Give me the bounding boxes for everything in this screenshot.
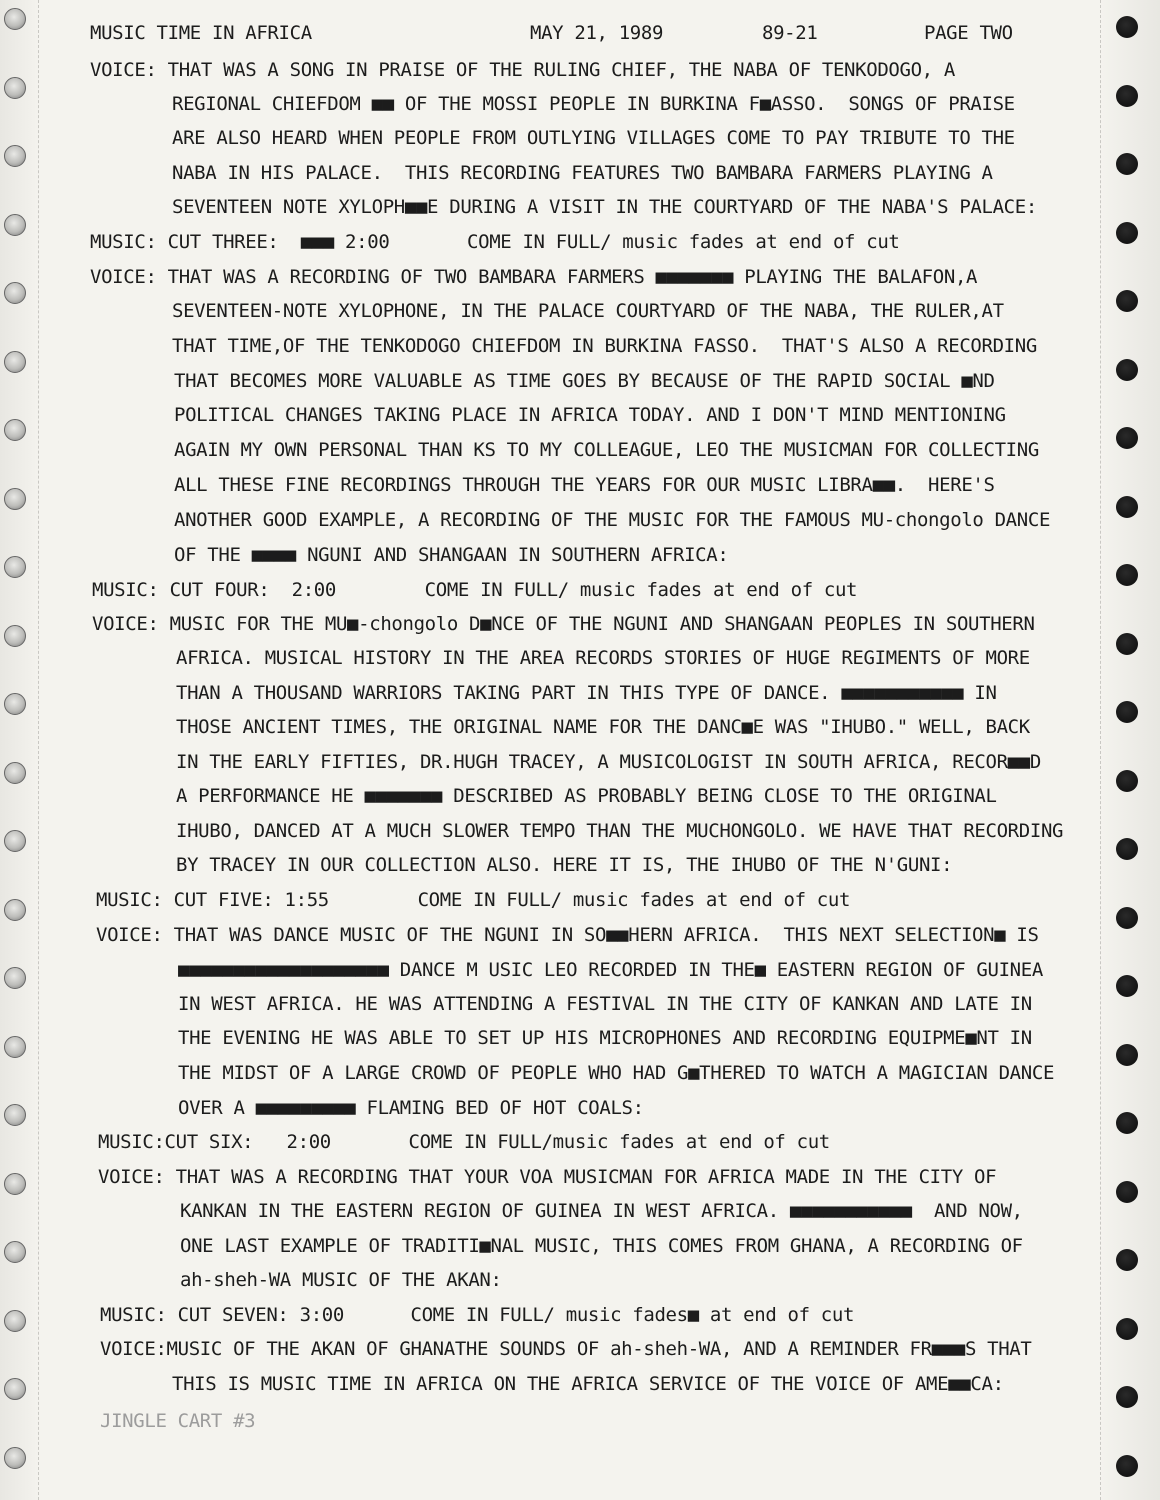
right-feed-hole	[1116, 1386, 1138, 1408]
right-feed-hole	[1116, 359, 1138, 381]
right-feed-hole	[1116, 290, 1138, 312]
script-line: OVER A ■■■■■■■■■ FLAMING BED OF HOT COALS:	[178, 1097, 644, 1119]
left-feed-hole	[4, 967, 26, 989]
script-line: THAT TIME,OF THE TENKODOGO CHIEFDOM IN BURKINA FASSO. THAT'S ALSO A RECORDING	[172, 335, 1037, 357]
script-line: POLITICAL CHANGES TAKING PLACE IN AFRICA TODAY. AND I DON'T MIND MENTIONING	[174, 404, 1006, 426]
left-feed-hole	[4, 8, 26, 30]
page-number: PAGE TWO	[924, 22, 1013, 44]
script-line: THAN A THOUSAND WARRIORS TAKING PART IN THIS TYPE OF DANCE. ■■■■■■■■■■■ IN	[176, 682, 997, 704]
script-line: SEVENTEEN-NOTE XYLOPHONE, IN THE PALACE COURTYARD OF THE NABA, THE RULER,AT	[172, 300, 1004, 322]
script-line: MUSIC:CUT SIX: 2:00 COME IN FULL/music fades at end of cut	[98, 1131, 830, 1153]
script-line: JINGLE CART #3	[100, 1410, 256, 1432]
script-line: THE MIDST OF A LARGE CROWD OF PEOPLE WHO HAD G■THERED TO WATCH A MAGICIAN DANCE	[178, 1062, 1055, 1084]
program-title: MUSIC TIME IN AFRICA	[90, 22, 312, 44]
script-line: OF THE ■■■■ NGUNI AND SHANGAAN IN SOUTHERN AFRICA:	[174, 544, 729, 566]
script-line: MUSIC: CUT FOUR: 2:00 COME IN FULL/ music fades at end of cut	[92, 579, 858, 601]
right-feed-hole	[1116, 16, 1138, 38]
script-line: VOICE: THAT WAS A RECORDING OF TWO BAMBARA FARMERS ■■■■■■■ PLAYING THE BALAFON,A	[90, 266, 978, 288]
left-feed-hole	[4, 1378, 26, 1400]
left-feed-hole	[4, 1036, 26, 1058]
right-feed-hole	[1116, 838, 1138, 860]
script-line: MUSIC: CUT SEVEN: 3:00 COME IN FULL/ music fades■ at end of cut	[100, 1304, 855, 1326]
right-feed-hole	[1116, 1318, 1138, 1340]
script-line: ANOTHER GOOD EXAMPLE, A RECORDING OF THE MUSIC FOR THE FAMOUS MU-chongolo DANCE	[174, 509, 1051, 531]
script-line: VOICE: MUSIC FOR THE MU■-chongolo D■NCE OF THE NGUNI AND SHANGAAN PEOPLES IN SOUTHERN	[92, 613, 1035, 635]
left-feed-hole	[4, 1173, 26, 1195]
right-feed-hole	[1116, 1455, 1138, 1477]
script-line: AFRICA. MUSICAL HISTORY IN THE AREA RECORDS STORIES OF HUGE REGIMENTS OF MORE	[176, 647, 1030, 669]
script-line: SEVENTEEN NOTE XYLOPH■■E DURING A VISIT IN THE COURTYARD OF THE NABA'S PALACE:	[172, 196, 1037, 218]
right-feed-hole	[1116, 633, 1138, 655]
left-feed-hole	[4, 1104, 26, 1126]
script-line: IN WEST AFRICA. HE WAS ATTENDING A FESTIVAL IN THE CITY OF KANKAN AND LATE IN	[178, 993, 1032, 1015]
right-feed-hole	[1116, 907, 1138, 929]
right-feed-hole	[1116, 1181, 1138, 1203]
script-line: IHUBO, DANCED AT A MUCH SLOWER TEMPO THAN THE MUCHONGOLO. WE HAVE THAT RECORDING	[176, 820, 1064, 842]
script-line: ah-sheh-WA MUSIC OF THE AKAN:	[180, 1269, 502, 1291]
script-line: VOICE: THAT WAS A SONG IN PRAISE OF THE RULING CHIEF, THE NABA OF TENKODOGO, A	[90, 59, 955, 81]
right-feed-hole	[1116, 701, 1138, 723]
right-feed-hole	[1116, 564, 1138, 586]
script-line: MUSIC: CUT THREE: ■■■ 2:00 COME IN FULL/ music fades at end of cut	[90, 231, 900, 253]
script-line: NABA IN HIS PALACE. THIS RECORDING FEATURES TWO BAMBARA FARMERS PLAYING A	[172, 162, 993, 184]
right-feed-hole	[1116, 153, 1138, 175]
script-code: 89-21	[762, 22, 818, 44]
left-feed-hole	[4, 488, 26, 510]
right-feed-hole	[1116, 975, 1138, 997]
script-line: VOICE: THAT WAS DANCE MUSIC OF THE NGUNI IN SO■■HERN AFRICA. THIS NEXT SELECTION■ IS	[96, 924, 1039, 946]
left-feed-hole	[4, 77, 26, 99]
left-feed-hole	[4, 556, 26, 578]
right-feed-hole	[1116, 427, 1138, 449]
script-line: KANKAN IN THE EASTERN REGION OF GUINEA IN WEST AFRICA. ■■■■■■■■■■■ AND NOW,	[180, 1200, 1023, 1222]
right-feed-hole	[1116, 1044, 1138, 1066]
left-feed-hole	[4, 625, 26, 647]
left-feed-hole	[4, 351, 26, 373]
script-line: THAT BECOMES MORE VALUABLE AS TIME GOES BY BECAUSE OF THE RAPID SOCIAL ■ND	[174, 370, 995, 392]
left-feed-hole	[4, 830, 26, 852]
script-line: AGAIN MY OWN PERSONAL THAN KS TO MY COLLEAGUE, LEO THE MUSICMAN FOR COLLECTING	[174, 439, 1039, 461]
script-line: THE EVENING HE WAS ABLE TO SET UP HIS MICROPHONES AND RECORDING EQUIPME■NT IN	[178, 1027, 1032, 1049]
script-line: REGIONAL CHIEFDOM ■■ OF THE MOSSI PEOPLE IN BURKINA F■ASSO. SONGS OF PRAISE	[172, 93, 1015, 115]
script-line: ■■■■■■■■■■■■■■■■■■■ DANCE M USIC LEO RECORDED IN THE■ EASTERN REGION OF GUINEA	[178, 959, 1043, 981]
script-line: BY TRACEY IN OUR COLLECTION ALSO. HERE IT IS, THE IHUBO OF THE N'GUNI:	[176, 854, 953, 876]
right-feed-hole	[1116, 222, 1138, 244]
right-feed-hole	[1116, 496, 1138, 518]
right-feed-hole	[1116, 1112, 1138, 1134]
script-line: MUSIC: CUT FIVE: 1:55 COME IN FULL/ music fades at end of cut	[96, 889, 851, 911]
script-line: THOSE ANCIENT TIMES, THE ORIGINAL NAME FOR THE DANC■E WAS "IHUBO." WELL, BACK	[176, 716, 1030, 738]
left-feed-hole	[4, 1310, 26, 1332]
broadcast-date: MAY 21, 1989	[530, 22, 664, 44]
script-line: VOICE:MUSIC OF THE AKAN OF GHANATHE SOUNDS OF ah-sheh-WA, AND A REMINDER FR■■■S THAT	[100, 1338, 1032, 1360]
script-line: ALL THESE FINE RECORDINGS THROUGH THE YEARS FOR OUR MUSIC LIBRA■■. HERE'S	[174, 474, 995, 496]
script-line: VOICE: THAT WAS A RECORDING THAT YOUR VOA MUSICMAN FOR AFRICA MADE IN THE CITY OF	[98, 1166, 997, 1188]
left-feed-hole	[4, 899, 26, 921]
left-feed-hole	[4, 282, 26, 304]
left-feed-hole	[4, 145, 26, 167]
left-feed-hole	[4, 693, 26, 715]
script-line: THIS IS MUSIC TIME IN AFRICA ON THE AFRICA SERVICE OF THE VOICE OF AME■■CA:	[172, 1373, 1004, 1395]
script-line: ARE ALSO HEARD WHEN PEOPLE FROM OUTLYING VILLAGES COME TO PAY TRIBUTE TO THE	[172, 127, 1015, 149]
script-line: IN THE EARLY FIFTIES, DR.HUGH TRACEY, A MUSICOLOGIST IN SOUTH AFRICA, RECOR■■D	[176, 751, 1041, 773]
right-feed-hole	[1116, 770, 1138, 792]
script-line: ONE LAST EXAMPLE OF TRADITI■NAL MUSIC, THIS COMES FROM GHANA, A RECORDING OF	[180, 1235, 1023, 1257]
left-feed-hole	[4, 419, 26, 441]
script-line: A PERFORMANCE HE ■■■■■■■ DESCRIBED AS PROBABLY BEING CLOSE TO THE ORIGINAL	[176, 785, 997, 807]
right-feed-hole	[1116, 85, 1138, 107]
left-feed-hole	[4, 1447, 26, 1469]
left-feed-hole	[4, 214, 26, 236]
right-feed-hole	[1116, 1249, 1138, 1271]
left-feed-hole	[4, 762, 26, 784]
left-perforation-line	[38, 0, 39, 1500]
right-perforation-line	[1100, 0, 1101, 1500]
left-feed-hole	[4, 1241, 26, 1263]
